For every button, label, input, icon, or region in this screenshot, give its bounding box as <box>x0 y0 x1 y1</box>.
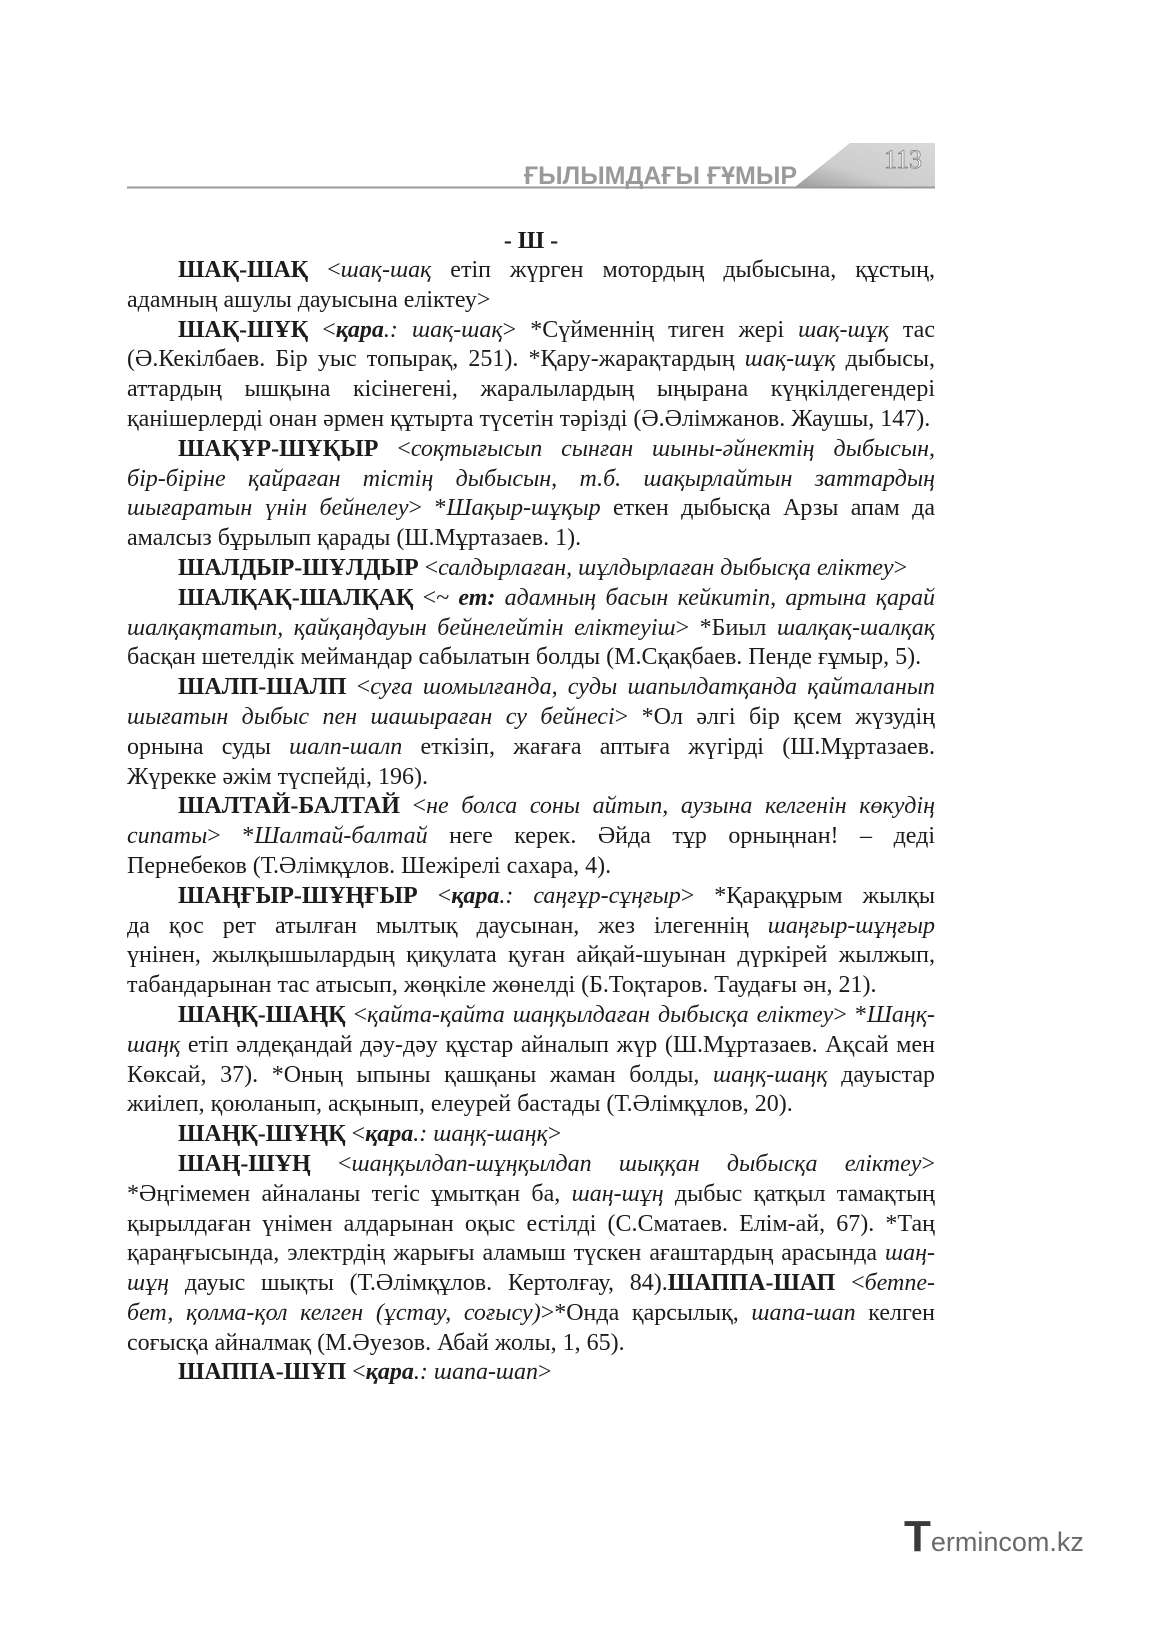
text-line <box>127 494 935 524</box>
text-line <box>127 882 935 912</box>
dictionary-entries <box>127 256 935 1388</box>
definition-text: .: саңғұр-сұңғыр <box>499 882 681 909</box>
definition-text: сипаты <box>127 823 208 850</box>
body-text: еткізіп, жағаға аптыға жүгірді (Ш.Мұртазаев. <box>402 733 935 760</box>
body-text: > *Биыл <box>675 614 777 641</box>
section-letter-heading: - Ш - <box>503 228 559 254</box>
text-line <box>127 763 935 793</box>
body-text: < <box>418 554 439 581</box>
definition-text: адамның басын кейкитіп, артына қарай <box>495 584 935 611</box>
headword: ШАҢ-ШҰҢ <box>178 1150 311 1177</box>
definition-text: бетпе- <box>864 1270 935 1297</box>
dictionary-entry <box>127 584 935 673</box>
body-text: қырылдаған үнімен алдарынан оқыс естілді (С.Сматаев. Елім-ай, 67). *Таң <box>127 1210 935 1237</box>
body-text: неге керек. Әйда тұр орныңнан! – деді <box>427 823 935 850</box>
text-line <box>127 852 935 882</box>
body-text: (Ә.Кекілбаев. Бір уыс топырақ, 251). *Қару-жарақтардың <box>127 346 745 373</box>
text-line <box>127 1329 935 1359</box>
body-text: <~ <box>413 584 459 611</box>
body-text: < <box>308 316 336 343</box>
body-text: қанішерлерді онан әрмен құтырта түсетін тәрізді (Ә.Әлімжанов. Жаушы, 147). <box>127 405 931 432</box>
headword: ШАҢҚ-ШАҢҚ <box>178 1001 346 1028</box>
body-text: < <box>417 882 452 909</box>
body-text: Пернебеков (Т.Әлімқұлов. Шежірелі сахара, 4). <box>127 852 612 879</box>
example-word: шұң <box>127 1270 170 1297</box>
grammar-label: қара <box>451 882 500 909</box>
definition-text: .: шаңқ-шаңқ <box>413 1121 548 1148</box>
grammar-label: қара <box>365 1359 414 1386</box>
body-text: да қос рет атылған мылтық даусынан, жез ілегеннің <box>127 912 768 939</box>
body-text: тас <box>888 316 935 343</box>
headword: ШАЛП-ШАЛП <box>178 674 347 701</box>
body-text: аттардың ышқына кісінегені, жаралылардың ыңырана күңкілдегендері <box>127 376 935 403</box>
text-line <box>127 584 935 614</box>
example-word: шаңқ <box>127 1031 181 1058</box>
body-text: > <box>538 1359 552 1386</box>
text-line <box>127 614 935 644</box>
body-text: > *Ол әлгі бір қсем жүзудің <box>614 703 936 730</box>
grammar-label: ет: <box>458 584 496 611</box>
example-word: шаң- <box>884 1240 935 1267</box>
body-text: дыбысы, <box>835 346 935 373</box>
dictionary-entry <box>127 792 935 881</box>
text-line <box>127 1269 935 1299</box>
definition-text: соқтығысып сынған шыны-әйнектің дыбысын, <box>410 435 935 462</box>
headword: ШАҚ-ШҰҚ <box>178 316 309 343</box>
definition-text: шаңқылдап-шұңқылдап шыққан дыбысқа еліктеу <box>351 1150 922 1177</box>
definition-text: қайта-қайта шаңқылдаған дыбысқа еліктеу <box>367 1001 834 1028</box>
body-text: Жүрекке әжім түспейді, 196). <box>127 763 428 790</box>
dictionary-entry <box>127 1120 935 1150</box>
headword: ШАЛДЫР-ШҰЛДЫР <box>178 554 419 581</box>
text-line <box>127 1120 935 1150</box>
page-number: 113 <box>883 145 923 174</box>
dictionary-entry <box>127 1150 935 1359</box>
definition-text: бір-біріне қайраған тістің дыбысын, т.б. шақырлайтын заттардың <box>127 465 935 492</box>
definition-text: .: шапа-шап <box>413 1359 539 1386</box>
grammar-label: қара <box>365 1121 414 1148</box>
dictionary-entry <box>127 882 935 1001</box>
body-text: > * <box>408 495 447 522</box>
example-word: Шаңқ- <box>866 1001 936 1028</box>
body-text: орнына суды <box>127 733 290 760</box>
body-text: > <box>921 1150 935 1177</box>
body-text: етіп әлдеқандай дәу-дәу құстар айналып жүр (Ш.Мұртазаев. Ақсай мен <box>180 1031 935 1058</box>
text-line <box>127 1150 935 1180</box>
text-line <box>127 941 935 971</box>
body-text: басқан шетелдік меймандар сабылатын болды (М.Сқақбаев. Пенде ғұмыр, 5). <box>127 644 922 671</box>
example-word: шалп-шалп <box>289 733 403 760</box>
text-line <box>127 1001 935 1031</box>
text-line <box>127 1180 935 1210</box>
example-word: шалқақ-шалқақ <box>776 614 935 641</box>
example-word: шақ-шұқ <box>744 346 836 373</box>
dictionary-entry <box>127 1358 935 1388</box>
dictionary-entry <box>127 435 935 554</box>
text-line <box>127 554 935 584</box>
body-text: > *Сүйменнің тиген жері <box>502 316 799 343</box>
dictionary-entry <box>127 554 935 584</box>
body-text: < <box>835 1270 865 1297</box>
definition-text: шығаратын үнін бейнелеу <box>127 495 409 522</box>
text-line <box>127 673 935 703</box>
text-line <box>127 1061 935 1091</box>
text-line <box>127 643 935 673</box>
headword: ШАҚ-ШАҚ <box>178 257 309 283</box>
headword: ШАППА-ШҰП <box>178 1359 347 1386</box>
example-word: шақ-шұқ <box>798 316 889 343</box>
dictionary-entry <box>127 1001 935 1120</box>
definition-text: шалқақтатып, қайқаңдауын бейнелейтін еліктеуіш <box>127 614 676 641</box>
body-text: дыбыс қатқыл тамақтың <box>663 1180 935 1207</box>
example-word: шаң-шұң <box>571 1180 664 1207</box>
text-line <box>127 912 935 942</box>
body-text: жиілеп, қоюланып, асқынып, елеурей бастады (Т.Әлімқұлов, 20). <box>127 1091 793 1118</box>
body-text: >*Онда қарсылық, <box>540 1299 752 1326</box>
headword: ШАППА-ШАП <box>667 1270 836 1297</box>
text-line <box>127 524 935 554</box>
text-line <box>127 405 935 435</box>
body-text: амалсыз бұрылып қарады (Ш.Мұртазаев. 1). <box>127 525 582 552</box>
text-line <box>127 1299 935 1329</box>
text-line <box>127 703 935 733</box>
body-text: < <box>308 257 341 283</box>
definition-text: бет, қолма-қол келген (ұстау, соғысу) <box>127 1299 541 1326</box>
example-word: шақ-шақ <box>340 257 432 283</box>
body-text: < <box>345 1001 368 1028</box>
body-text: етіп жүрген мотордың дыбысына, құстың, <box>431 257 935 283</box>
dictionary-entry <box>127 316 935 435</box>
text-line <box>127 465 935 495</box>
example-word: шаңғыр-шұңғыр <box>767 912 935 939</box>
definition-text: салдырлаған, шұлдырлаған дыбысқа еліктеу <box>438 554 894 581</box>
body-text: Көксай, 37). *Оның ыпыны қашқаны жаман болды, <box>127 1061 714 1088</box>
example-word: Шақыр-шұқыр <box>446 495 601 522</box>
text-line <box>127 971 935 1001</box>
grammar-label: қара <box>335 316 384 343</box>
text-line <box>127 345 935 375</box>
body-text: > <box>893 554 908 581</box>
body-text: дауыстар <box>827 1061 935 1088</box>
text-line <box>127 1031 935 1061</box>
body-text: > <box>547 1121 562 1148</box>
text-line <box>127 435 935 465</box>
headword: ШАЛҚАҚ-ШАЛҚАҚ <box>178 584 414 611</box>
body-text: > * <box>207 823 255 850</box>
definition-text: не болса соны айтып, аузына келгенін көкудің <box>426 793 935 820</box>
body-text: < <box>346 1359 366 1386</box>
text-line <box>127 1239 935 1269</box>
body-text: еткен дыбысқа Арзы апам да <box>600 495 935 522</box>
body-text: < <box>399 793 427 820</box>
headword: ШАҢҒЫР-ШҰҢҒЫР <box>178 882 418 909</box>
body-text: қараңғысында, электрдің жарығы аламыш түскен ағаштардың арасында <box>127 1240 885 1267</box>
running-title: ҒЫЛЫМДАҒЫ ҒҰМЫР <box>524 162 797 190</box>
site-logo: Termincom.kz <box>904 1512 1084 1561</box>
headword: ШАҚҰР-ШҰҚЫР <box>178 435 379 462</box>
example-word: Шалтай-балтай <box>254 823 428 850</box>
text-line <box>127 733 935 763</box>
body-text: үнінен, жылқышылардың қиқулата қуған айқай-шуынан дүркірей жылжып, <box>127 942 935 969</box>
text-line <box>127 1358 935 1388</box>
text-line <box>127 1210 935 1240</box>
body-text: дауыс шықты (Т.Әлімқұлов. Кертолғау, 84). <box>169 1270 668 1297</box>
headword: ШАЛТАЙ-БАЛТАЙ <box>178 793 400 820</box>
text-line <box>127 256 935 286</box>
body-text: табандарынан тас атысып, жөңкіле жөнелді (Б.Тоқтаров. Таудағы ән, 21). <box>127 972 877 999</box>
text-line <box>127 286 935 316</box>
body-text: келген <box>855 1299 935 1326</box>
example-word: шапа-шап <box>751 1299 856 1326</box>
text-line <box>127 316 935 346</box>
definition-text: суға шомылғанда, суды шапылдатқанда қайталанып <box>370 674 935 701</box>
body-text: адамның ашулы дауысына еліктеу> <box>127 286 491 313</box>
definition-text: .: шақ-шақ <box>383 316 503 343</box>
text-line <box>127 792 935 822</box>
dictionary-entry <box>127 673 935 792</box>
body-text: соғысқа айналмақ (М.Әуезов. Абай жолы, 1, 65). <box>127 1329 625 1356</box>
body-text: < <box>346 674 371 701</box>
headword: ШАҢҚ-ШҰҢҚ <box>178 1121 346 1148</box>
text-line <box>127 375 935 405</box>
body-text: > *Қарақұрым жылқы <box>680 882 935 909</box>
text-line <box>127 1090 935 1120</box>
text-line <box>127 822 935 852</box>
body-text: < <box>378 435 411 462</box>
body-text: < <box>345 1121 366 1148</box>
dictionary-entry <box>127 256 935 316</box>
definition-text: шығатын дыбыс пен шашыраған су бейнесі <box>127 703 615 730</box>
body-text: > * <box>833 1001 867 1028</box>
example-word: шаңқ-шаңқ <box>713 1061 828 1088</box>
body-text: *Әңгімемен айналаны тегіс ұмытқан ба, <box>127 1180 572 1207</box>
body-text: < <box>310 1150 352 1177</box>
